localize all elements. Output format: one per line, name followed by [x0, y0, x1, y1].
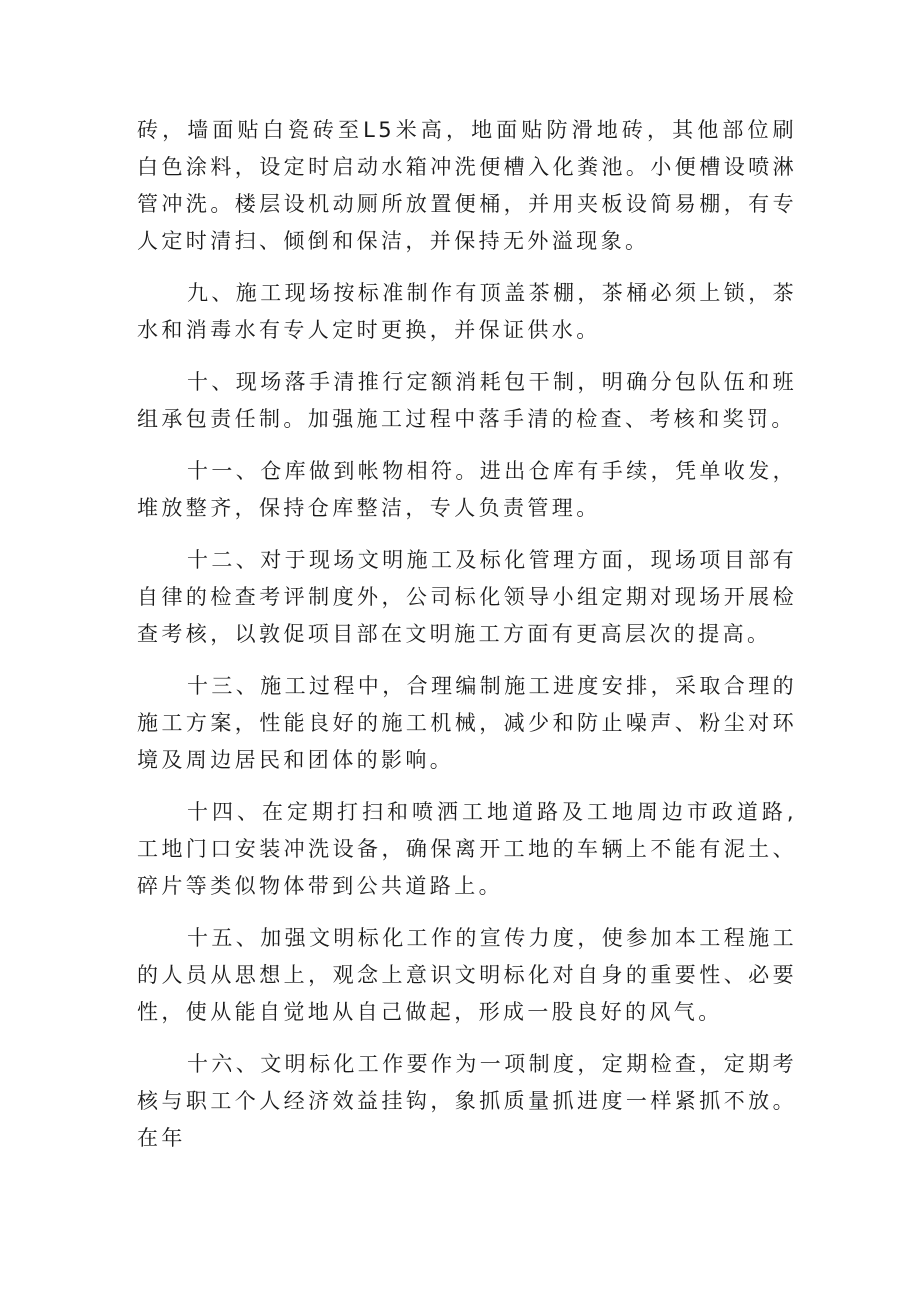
paragraph-item-11: 十一、仓库做到帐物相符。进出仓库有手续，凭单收发，堆放整齐，保持仓库整洁，专人负责管理。 [137, 459, 797, 520]
paragraph-item-12: 十二、对于现场文明施工及标化管理方面，现场项目部有自律的检查考评制度外，公司标化领导小组定期对现场开展检查考核，以敦促项目部在文明施工方面有更高层次的提高。 [137, 548, 797, 646]
paragraph-item-14: 十四、在定期打扫和喷洒工地道路及工地周边市政道路,工地门口安装冲洗设备，确保离开工地的车辆上不能有泥土、碎片等类似物体带到公共道路上。 [137, 800, 797, 898]
paragraph-continued: 砖，墙面贴白瓷砖至L5米高，地面贴防滑地砖，其他部位刷白色涂料，设定时启动水箱冲洗便槽入化粪池。小便槽设喷淋管冲洗。楼层设机动厕所放置便桶，并用夹板设简易棚，有专人定时清扫、倾倒和保洁，并保持无外溢现象。 [137, 118, 797, 253]
paragraph-item-9: 九、施工现场按标准制作有顶盖茶棚，茶桶必须上锁，茶水和消毒水有专人定时更换，并保证供水。 [137, 281, 797, 342]
document-body [137, 112, 797, 1157]
paragraph-item-16: 十六、文明标化工作要作为一项制度，定期检查，定期考核与职工个人经济效益挂钩，象抓质量抓进度一样紧抓不放。在年 [137, 1052, 797, 1150]
paragraph-item-15: 十五、加强文明标化工作的宣传力度，使参加本工程施工的人员从思想上，观念上意识文明标化对自身的重要性、必要性，使从能自觉地从自己做起，形成一股良好的风气。 [137, 926, 797, 1024]
paragraph-item-13: 十三、施工过程中，合理编制施工进度安排，采取合理的施工方案，性能良好的施工机械，减少和防止噪声、粉尘对环境及周边居民和团体的影响。 [137, 674, 797, 772]
paragraph-item-10: 十、现场落手清推行定额消耗包干制，明确分包队伍和班组承包责任制。加强施工过程中落手清的检查、考核和奖罚。 [137, 370, 797, 431]
